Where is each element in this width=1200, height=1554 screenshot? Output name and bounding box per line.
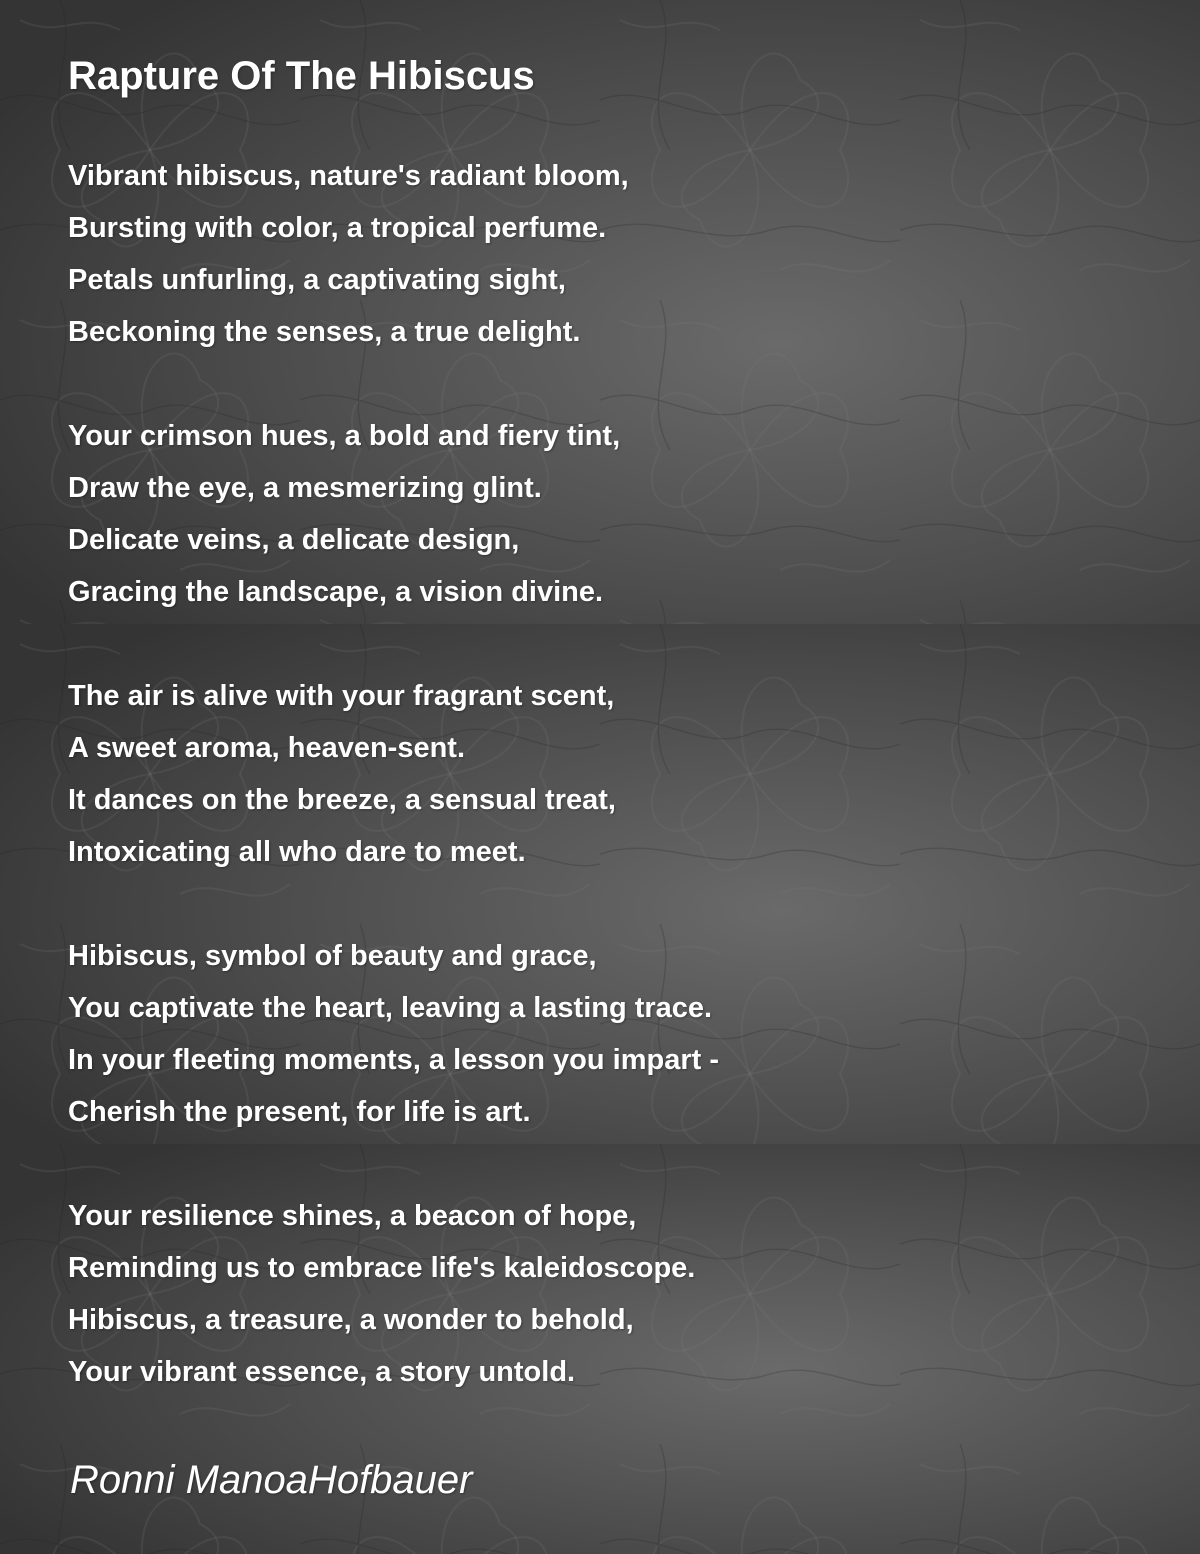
poem-title: Rapture Of The Hibiscus (68, 54, 535, 98)
stanza-3 (68, 670, 616, 878)
poem-line: Your crimson hues, a bold and fiery tint, (68, 420, 621, 452)
poem-line: Vibrant hibiscus, nature's radiant bloom, (68, 160, 629, 192)
stanza-1 (68, 150, 629, 358)
poem-line: Intoxicating all who dare to meet. (68, 836, 526, 868)
poem-line: It dances on the breeze, a sensual treat, (68, 784, 616, 816)
poem-line: Hibiscus, a treasure, a wonder to behold, (68, 1304, 634, 1336)
poem-line: Reminding us to embrace life's kaleidoscope. (68, 1252, 696, 1284)
poem-line: Gracing the landscape, a vision divine. (68, 576, 604, 608)
poem-line: Your resilience shines, a beacon of hope, (68, 1200, 637, 1232)
poem-line: Cherish the present, for life is art. (68, 1096, 531, 1128)
poem-line: In your fleeting moments, a lesson you impart - (68, 1044, 719, 1076)
poem-line: Bursting with color, a tropical perfume. (68, 212, 607, 244)
poem-line: Petals unfurling, a captivating sight, (68, 264, 566, 296)
poem-line: Draw the eye, a mesmerizing glint. (68, 472, 542, 504)
poem-line: Your vibrant essence, a story untold. (68, 1356, 576, 1388)
poem-line: A sweet aroma, heaven-sent. (68, 732, 466, 764)
poem-line: Delicate veins, a delicate design, (68, 524, 520, 556)
stanza-5 (68, 1190, 695, 1398)
poem-line: Hibiscus, symbol of beauty and grace, (68, 940, 597, 972)
poem-author: Ronni ManoaHofbauer (70, 1458, 473, 1502)
poem-line: The air is alive with your fragrant scent, (68, 680, 615, 712)
stanza-4 (68, 930, 719, 1138)
poem-line: You captivate the heart, leaving a lasting trace. (68, 992, 713, 1024)
poem-line: Beckoning the senses, a true delight. (68, 316, 581, 348)
stanza-2 (68, 410, 620, 618)
